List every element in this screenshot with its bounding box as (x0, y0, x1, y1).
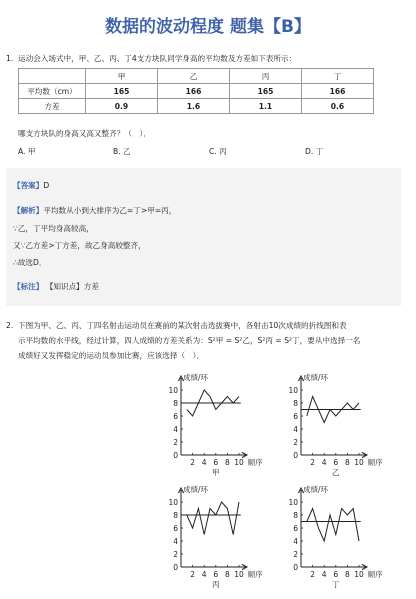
x-tick-label: 2 (310, 458, 315, 467)
x-tick-label: 10 (234, 458, 244, 467)
x-tick-label: 2 (190, 570, 195, 579)
y-tick-label: 0 (173, 451, 178, 460)
answer-tag: 【答案】 (13, 181, 44, 190)
y-tick-label: 8 (293, 511, 298, 520)
x-axis-label: 顺序 (247, 570, 263, 579)
y-tick-label: 4 (173, 425, 178, 434)
y-tick-label: 0 (293, 563, 298, 572)
y-tick-label: 2 (293, 550, 298, 559)
x-tick-label: 2 (310, 570, 315, 579)
y-tick-label: 10 (288, 386, 298, 395)
x-tick-label: 8 (225, 458, 230, 467)
question-1-stem (6, 53, 406, 64)
option-a[interactable]: A. 甲 (18, 147, 36, 156)
y-tick-label: 2 (173, 550, 178, 559)
y-axis-label: 成绩/环 (303, 373, 329, 382)
y-tick-label: 4 (293, 537, 298, 546)
table-cell: 165 (230, 84, 302, 99)
table-cell: 166 (302, 84, 374, 99)
x-tick-label: 2 (190, 458, 195, 467)
series-line (187, 502, 239, 535)
question-2-line: 成绩好又发挥稳定的运动员参加比赛，应该选择（ ）． (18, 351, 205, 360)
chart-name: 甲 (212, 468, 220, 477)
y-tick-label: 2 (293, 438, 298, 447)
analysis-line: 又∵乙方差>丁方差，故乙身高较整齐， (13, 241, 146, 250)
x-tick-label: 10 (234, 570, 244, 579)
table-cell: 乙 (158, 69, 230, 84)
table-cell: 1.1 (230, 99, 302, 114)
series-line (307, 509, 359, 542)
x-tick-label: 8 (345, 570, 350, 579)
question-2-line: 示平均数的水平线，经过计算，四人成绩的方差关系为：S²甲 = S²乙，S²丙 = S²丁，要从中选择一名 (18, 336, 361, 345)
analysis-tag: 【解析】 (13, 206, 44, 215)
note-text: 【知识点】方差 (45, 282, 99, 291)
table-row (19, 84, 374, 99)
question-number: 2. (6, 321, 14, 330)
table-cell: 165 (86, 84, 158, 99)
y-tick-label: 6 (293, 524, 298, 533)
question-1-ask: 哪支方块队的身高又高又整齐？（ ）． (18, 129, 151, 138)
question-number: 1. (6, 54, 14, 63)
analysis-line: 平均数从小到大排序为乙=丁>甲=丙， (43, 206, 177, 215)
x-tick-label: 10 (354, 570, 364, 579)
y-tick-label: 6 (293, 412, 298, 421)
y-tick-label: 10 (168, 386, 178, 395)
x-axis-label: 顺序 (367, 458, 383, 467)
option-d[interactable]: D. 丁 (305, 147, 324, 156)
x-tick-label: 4 (201, 458, 207, 467)
table-cell: 丙 (230, 69, 302, 84)
question-text: 运动会入场式中，甲、乙、丙、丁4支方块队同学身高的平均数及方差如下表所示： (18, 54, 297, 63)
analysis-line: ∴故选D． (13, 258, 47, 267)
y-tick-label: 6 (173, 412, 178, 421)
option-b[interactable]: B. 乙 (113, 147, 131, 156)
answer-row (13, 180, 49, 191)
x-tick-label: 4 (201, 570, 207, 579)
x-tick-label: 10 (354, 458, 364, 467)
table-cell (19, 69, 86, 84)
question-text: 下图为甲、乙、丙、丁四名射击运动员在赛前的某次射击选拔赛中，各射击10次成绩的折线图和表 (18, 321, 347, 330)
table-cell: 166 (158, 84, 230, 99)
y-tick-label: 4 (293, 425, 298, 434)
table-row (19, 99, 374, 114)
table-cell: 平均数（cm） (19, 84, 86, 99)
x-tick-label: 4 (321, 458, 327, 467)
y-axis-label: 成绩/环 (303, 485, 329, 494)
y-tick-label: 8 (173, 399, 178, 408)
x-axis-label: 顺序 (367, 570, 383, 579)
y-tick-label: 2 (173, 438, 178, 447)
option-c[interactable]: C. 丙 (209, 147, 227, 156)
chart-name: 乙 (332, 468, 340, 477)
question-2-line (6, 318, 406, 333)
x-tick-label: 6 (213, 458, 219, 467)
answer-panel (6, 168, 401, 306)
y-axis-label: 成绩/环 (183, 485, 209, 494)
x-tick-label: 6 (213, 570, 219, 579)
table-cell: 方差 (19, 99, 86, 114)
chart-name: 丁 (332, 580, 340, 589)
y-tick-label: 0 (173, 563, 178, 572)
y-tick-label: 8 (293, 399, 298, 408)
analysis-line: ∵乙，丁平均身高较高， (13, 224, 94, 233)
height-table (18, 68, 374, 114)
table-cell: 0.6 (302, 99, 374, 114)
y-tick-label: 6 (173, 524, 178, 533)
table-cell: 甲 (86, 69, 158, 84)
analysis-row (13, 205, 176, 216)
table-cell: 丁 (302, 69, 374, 84)
table-cell: 1.6 (158, 99, 230, 114)
line-chart-yi (283, 372, 403, 478)
x-axis-label: 顺序 (247, 458, 263, 467)
y-tick-label: 10 (288, 498, 298, 507)
x-tick-label: 4 (321, 570, 327, 579)
table-cell: 0.9 (86, 99, 158, 114)
line-chart-ding (283, 484, 403, 590)
table-header-row (19, 69, 374, 84)
chart-name: 丙 (212, 580, 220, 589)
x-tick-label: 6 (333, 570, 339, 579)
y-axis-label: 成绩/环 (183, 373, 209, 382)
y-tick-label: 4 (173, 537, 178, 546)
page-title: 数据的波动程度 题集【B】 (105, 17, 311, 37)
line-chart-bing (163, 484, 283, 590)
y-tick-label: 10 (168, 498, 178, 507)
x-tick-label: 6 (333, 458, 339, 467)
y-tick-label: 0 (293, 451, 298, 460)
question-2-stem (6, 318, 406, 363)
x-tick-label: 8 (225, 570, 230, 579)
x-tick-label: 8 (345, 458, 350, 467)
y-tick-label: 8 (173, 511, 178, 520)
note-row (13, 281, 99, 292)
note-tag: 【标注】 (13, 282, 44, 291)
answer-value: D (43, 181, 50, 190)
line-chart-jia (163, 372, 283, 478)
